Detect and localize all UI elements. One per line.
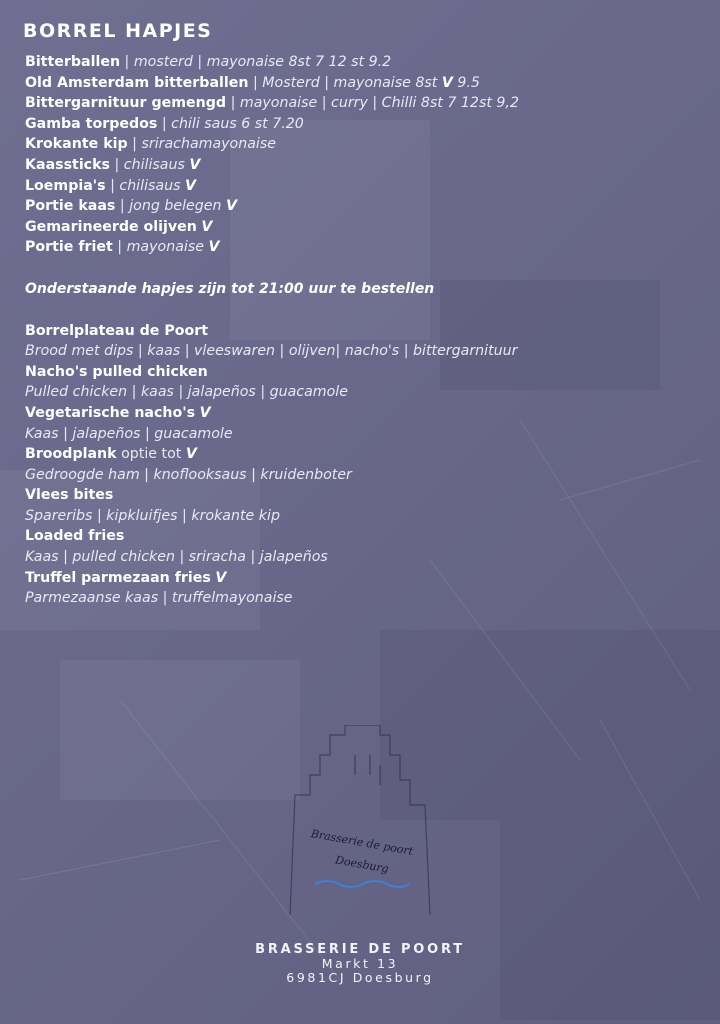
snack-item <box>25 52 710 73</box>
snack-description: jong belegen <box>129 198 222 215</box>
logo-text-city: Doesburg <box>334 853 390 876</box>
platter-item <box>25 321 710 342</box>
snack-description: chilisaus <box>123 156 185 173</box>
snack-description: mayonaise | curry | Chilli 8st 7 12st 9,2 <box>239 95 519 112</box>
platter-name: Truffel parmezaan fries <box>25 569 211 586</box>
platter-name: Loaded fries <box>25 528 125 545</box>
snack-separator: | <box>109 156 124 173</box>
platter-description: Kaas | jalapeños | guacamole <box>25 425 233 442</box>
snack-name: Bittergarnituur gemengd <box>25 95 227 112</box>
vegetarian-mark: V <box>189 156 201 173</box>
snack-item <box>25 237 710 258</box>
vegetarian-mark: V <box>215 569 227 586</box>
vegetarian-mark: V <box>441 74 453 91</box>
platter-description: Gedroogde ham | knoflooksaus | kruidenboter <box>25 466 352 483</box>
building-logo-icon <box>285 725 435 925</box>
snack-item <box>25 155 710 176</box>
snack-price: 9.5 <box>452 74 480 91</box>
snack-description: mayonaise <box>126 239 204 256</box>
platter-description: Kaas | pulled chicken | sriracha | jalapeños <box>25 549 328 566</box>
snack-item <box>25 114 710 135</box>
snack-name: Old Amsterdam bitterballen <box>25 74 249 91</box>
vegetarian-mark: V <box>208 239 220 256</box>
snack-name: Bitterballen <box>25 54 121 70</box>
snack-separator: | <box>226 95 240 112</box>
platter-description: Parmezaanse kaas | truffelmayonaise <box>25 590 293 607</box>
snack-description: Mosterd | mayonaise 8st <box>262 74 438 91</box>
vegetarian-mark: V <box>185 177 196 194</box>
snacks-list <box>25 52 710 258</box>
platter-item <box>25 444 710 465</box>
wave-line <box>315 878 410 890</box>
snack-name: Krokante kip <box>25 136 128 153</box>
snack-separator: | <box>127 136 142 153</box>
snack-description: mosterd | mayonaise 8st 7 12 st 9.2 <box>133 54 392 70</box>
snack-item <box>25 73 710 94</box>
snack-separator: | <box>120 54 134 70</box>
order-time-notice: Onderstaande hapjes zijn tot 21:00 uur te bestellen <box>25 280 435 297</box>
snack-name: Portie kaas <box>25 198 116 215</box>
snack-separator: | <box>157 115 172 132</box>
platter-option: optie tot <box>121 446 182 463</box>
snack-description: srirachamayonaise <box>141 136 276 153</box>
snack-name: Gemarineerde olijven <box>25 218 197 235</box>
platter-item <box>25 568 710 589</box>
snack-separator: | <box>115 198 130 215</box>
vegetarian-mark: V <box>199 404 211 421</box>
platter-name: Vegetarische nacho's <box>25 404 196 421</box>
vegetarian-mark: V <box>225 198 237 215</box>
snack-name: Portie friet <box>25 239 113 256</box>
snack-item <box>25 196 710 217</box>
snack-separator: | <box>105 177 120 194</box>
platter-name: Borrelplateau de Poort <box>25 322 209 339</box>
snack-name: Kaassticks <box>25 156 110 173</box>
platter-item <box>25 526 710 547</box>
snack-separator: | <box>248 74 263 91</box>
platter-description: Spareribs | kipkluifjes | krokante kip <box>25 507 280 524</box>
platter-item <box>25 485 710 506</box>
snack-item <box>25 134 710 155</box>
snack-name: Loempia's <box>25 177 106 194</box>
footer-street: Markt 13 <box>321 956 399 971</box>
snack-description: chilisaus <box>119 177 181 194</box>
snack-separator: | <box>112 239 127 256</box>
footer <box>0 942 720 985</box>
footer-name: BRASSERIE DE POORT <box>255 942 465 957</box>
snack-item <box>25 176 710 197</box>
snack-item <box>25 93 710 114</box>
platter-item <box>25 362 710 383</box>
footer-city: 6981CJ Doesburg <box>286 970 434 985</box>
platter-name: Nacho's pulled chicken <box>25 363 208 380</box>
logo-text-name: Brasserie de poort <box>309 827 415 858</box>
vegetarian-mark: V <box>201 218 213 235</box>
snack-description: chili saus 6 st 7.20 <box>171 115 304 132</box>
snack-name: Gamba torpedos <box>25 115 158 132</box>
platter-description: Pulled chicken | kaas | jalapeños | guacamole <box>25 384 348 401</box>
platter-item <box>25 403 710 424</box>
vegetarian-mark: V <box>185 446 197 463</box>
platter-name: Vlees bites <box>25 487 114 504</box>
menu-content <box>25 20 710 609</box>
platters-list <box>25 321 710 609</box>
platter-description: Brood met dips | kaas | vleeswaren | olijven| nacho's | bittergarnituur <box>25 343 518 360</box>
menu-title: BORREL HAPJES <box>23 20 213 42</box>
platter-name: Broodplank <box>25 446 117 463</box>
snack-item <box>25 217 710 238</box>
